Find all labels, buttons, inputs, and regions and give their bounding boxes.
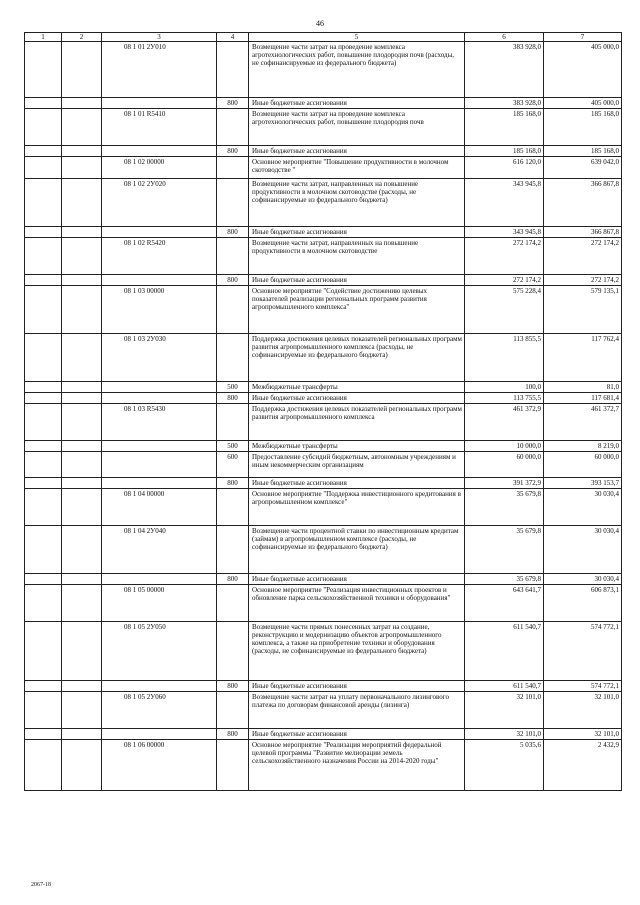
amount-col-7: 393 153,7 [544,478,622,489]
item-name: Поддержка достижения целевых показателей региональных программ развития агропромышленного комплекса (расходы, не софинансируемые из федерального бюджета) [249,334,465,382]
table-row [25,109,622,146]
item-name: Иные бюджетные ассигнования [249,478,465,489]
amount-col-7: 117 681,4 [544,393,622,404]
cell-col-2 [62,146,102,157]
target-article-code: 08 1 05 2У050 [102,622,217,681]
item-name: Возмещение части прямых понесенных затрат на создание, реконструкцию и модернизацию объектов агропромышленного комплекса, а также на приобретение техники и оборудования (расходы, не софинансируемые из федерального бюджета) [249,622,465,681]
cell-col-2 [62,238,102,275]
item-name: Возмещение части затрат на проведение комплекса агротехнологических работ, повышение плодородия почв (расходы, не софинансируемые из федерального бюджета) [249,42,465,98]
table-row [25,692,622,729]
cell-col-1 [25,157,62,179]
table-row [25,98,622,109]
cell-col-2 [62,404,102,441]
amount-col-7: 574 772,1 [544,681,622,692]
cell-col-2 [62,441,102,452]
expense-type-code: 800 [217,574,249,585]
expense-type-code [217,692,249,729]
header-col-1: 1 [25,33,62,42]
expense-type-code: 800 [217,275,249,286]
amount-col-7: 366 867,8 [544,227,622,238]
amount-col-6: 10 000,0 [465,441,544,452]
expense-type-code: 600 [217,452,249,478]
page-number: 46 [316,19,324,28]
expense-type-code [217,622,249,681]
amount-col-6: 272 174,2 [465,275,544,286]
amount-col-7: 272 174,2 [544,275,622,286]
cell-col-1 [25,404,62,441]
item-name: Иные бюджетные ассигнования [249,574,465,585]
target-article-code: 08 1 03 00000 [102,286,217,334]
target-article-code [102,98,217,109]
amount-col-6: 391 372,9 [465,478,544,489]
expense-type-code [217,740,249,791]
amount-col-6: 343 945,8 [465,179,544,227]
cell-col-2 [62,622,102,681]
expense-type-code: 800 [217,478,249,489]
table-row [25,238,622,275]
item-name: Иные бюджетные ассигнования [249,98,465,109]
amount-col-7: 30 030,4 [544,574,622,585]
amount-col-6: 185 168,0 [465,146,544,157]
amount-col-6: 35 679,8 [465,574,544,585]
table-row [25,478,622,489]
amount-col-7: 606 873,1 [544,585,622,622]
target-article-code [102,146,217,157]
cell-col-2 [62,157,102,179]
target-article-code [102,681,217,692]
item-name: Основное мероприятие "Реализация мероприятий федеральной целевой программы "Развитие мелиорации земель сельскохозяйственного назначения России на 2014-2020 годы" [249,740,465,791]
amount-col-6: 643 641,7 [465,585,544,622]
table-row [25,452,622,478]
item-name: Иные бюджетные ассигнования [249,681,465,692]
item-name: Предоставление субсидий бюджетным, автономным учреждениям и иным некоммерческим организациям [249,452,465,478]
amount-col-6: 35 679,8 [465,489,544,526]
expense-type-code: 800 [217,98,249,109]
amount-col-6: 611 540,7 [465,622,544,681]
cell-col-1 [25,681,62,692]
target-article-code [102,574,217,585]
header-col-2: 2 [62,33,102,42]
table-row [25,275,622,286]
amount-col-6: 5 035,6 [465,740,544,791]
cell-col-1 [25,740,62,791]
amount-col-7: 30 030,4 [544,526,622,574]
cell-col-2 [62,478,102,489]
target-article-code: 08 1 06 00000 [102,740,217,791]
cell-col-2 [62,681,102,692]
cell-col-1 [25,146,62,157]
amount-col-7: 117 762,4 [544,334,622,382]
item-name: Иные бюджетные ассигнования [249,393,465,404]
cell-col-2 [62,452,102,478]
amount-col-6: 185 168,0 [465,109,544,146]
target-article-code: 08 1 04 2У040 [102,526,217,574]
item-name: Возмещение части процентной ставки по инвестиционным кредитам (займам) в агропромышленном комплексе (расходы, не софинансируемые из федерального бюджета) [249,526,465,574]
item-name: Иные бюджетные ассигнования [249,146,465,157]
amount-col-7: 8 219,0 [544,441,622,452]
cell-col-1 [25,526,62,574]
header-col-3: 3 [102,33,217,42]
table-row [25,393,622,404]
amount-col-6: 35 679,8 [465,526,544,574]
item-name: Межбюджетные трансферты [249,441,465,452]
expense-type-code: 800 [217,729,249,740]
table-row [25,179,622,227]
table-row [25,526,622,574]
amount-col-7: 579 135,1 [544,286,622,334]
target-article-code [102,275,217,286]
cell-col-1 [25,489,62,526]
table-row [25,585,622,622]
target-article-code [102,441,217,452]
table-row [25,729,622,740]
amount-col-7: 32 101,0 [544,692,622,729]
cell-col-2 [62,275,102,286]
cell-col-1 [25,585,62,622]
amount-col-7: 81,0 [544,382,622,393]
cell-col-1 [25,286,62,334]
header-row [25,33,622,42]
expense-type-code [217,585,249,622]
amount-col-7: 574 772,1 [544,622,622,681]
item-name: Основное мероприятие "Поддержка инвестиционного кредитования в агропромышленном комплексе" [249,489,465,526]
cell-col-1 [25,179,62,227]
amount-col-6: 611 540,7 [465,681,544,692]
cell-col-1 [25,109,62,146]
amount-col-6: 32 101,0 [465,692,544,729]
table-row [25,441,622,452]
expense-type-code [217,157,249,179]
cell-col-1 [25,275,62,286]
table-row [25,489,622,526]
expense-type-code: 800 [217,393,249,404]
item-name: Возмещение части затрат на уплату первоначального лизингового платежа по договорам финансовой аренды (лизинга) [249,692,465,729]
table-row [25,334,622,382]
table-row [25,574,622,585]
amount-col-6: 343 945,8 [465,227,544,238]
amount-col-7: 60 000,0 [544,452,622,478]
table-row [25,227,622,238]
expense-type-code [217,334,249,382]
cell-col-1 [25,574,62,585]
item-name: Возмещение части затрат, направленных на повышение продуктивности в молочном скотоводстве (расходы, не софинансируемые из федерального бюджета) [249,179,465,227]
amount-col-6: 113 855,5 [465,334,544,382]
amount-col-7: 30 030,4 [544,489,622,526]
cell-col-1 [25,692,62,729]
cell-col-2 [62,692,102,729]
cell-col-1 [25,622,62,681]
cell-col-2 [62,179,102,227]
target-article-code: 08 1 04 00000 [102,489,217,526]
table-row [25,681,622,692]
expense-type-code [217,489,249,526]
header-col-7: 7 [544,33,622,42]
amount-col-6: 60 000,0 [465,452,544,478]
item-name: Иные бюджетные ассигнования [249,227,465,238]
cell-col-1 [25,42,62,98]
expense-type-code: 800 [217,146,249,157]
cell-col-2 [62,334,102,382]
cell-col-1 [25,98,62,109]
cell-col-2 [62,393,102,404]
cell-col-1 [25,441,62,452]
amount-col-6: 272 174,2 [465,238,544,275]
cell-col-2 [62,42,102,98]
cell-col-2 [62,286,102,334]
item-name: Основное мероприятие "Повышение продуктивности в молочном скотоводстве " [249,157,465,179]
target-article-code: 08 1 02 R5420 [102,238,217,275]
cell-col-2 [62,98,102,109]
amount-col-6: 616 120,0 [465,157,544,179]
budget-table [24,32,622,791]
expense-type-code: 500 [217,441,249,452]
cell-col-2 [62,585,102,622]
cell-col-1 [25,382,62,393]
table-row [25,146,622,157]
amount-col-7: 185 168,0 [544,109,622,146]
cell-col-1 [25,238,62,275]
amount-col-7: 2 432,9 [544,740,622,791]
amount-col-7: 32 101,0 [544,729,622,740]
item-name: Иные бюджетные ассигнования [249,729,465,740]
amount-col-7: 366 867,8 [544,179,622,227]
table-row [25,286,622,334]
item-name: Основное мероприятие "Содействие достижению целевых показателей реализации региональных программ развития агропромышленного комплекса" [249,286,465,334]
amount-col-6: 32 101,0 [465,729,544,740]
cell-col-2 [62,574,102,585]
cell-col-2 [62,729,102,740]
target-article-code: 08 1 01 R5410 [102,109,217,146]
target-article-code: 08 1 05 00000 [102,585,217,622]
amount-col-7: 405 000,0 [544,98,622,109]
expense-type-code [217,526,249,574]
document-footer-code: 2067-18 [31,882,51,888]
amount-col-6: 113 755,5 [465,393,544,404]
expense-type-code [217,286,249,334]
cell-col-1 [25,478,62,489]
cell-col-2 [62,227,102,238]
expense-type-code [217,238,249,275]
amount-col-6: 461 372,9 [465,404,544,441]
budget-table-wrapper [24,32,621,791]
target-article-code: 08 1 01 2У010 [102,42,217,98]
item-name: Возмещение части затрат, направленных на повышение продуктивности в молочном скотоводстве [249,238,465,275]
amount-col-6: 100,0 [465,382,544,393]
cell-col-1 [25,729,62,740]
cell-col-1 [25,393,62,404]
table-row [25,622,622,681]
amount-col-7: 405 000,0 [544,42,622,98]
item-name: Поддержка достижения целевых показателей региональных программ развития агропромышленного комплекса [249,404,465,441]
target-article-code [102,382,217,393]
header-col-4: 4 [217,33,249,42]
target-article-code: 08 1 03 2У030 [102,334,217,382]
cell-col-2 [62,109,102,146]
cell-col-2 [62,526,102,574]
expense-type-code [217,404,249,441]
cell-col-1 [25,227,62,238]
amount-col-6: 383 928,0 [465,98,544,109]
amount-col-7: 639 042,0 [544,157,622,179]
target-article-code: 08 1 03 R5430 [102,404,217,441]
table-row [25,42,622,98]
table-row [25,382,622,393]
table-row [25,157,622,179]
cell-col-1 [25,334,62,382]
header-col-5: 5 [249,33,465,42]
cell-col-2 [62,489,102,526]
target-article-code [102,227,217,238]
target-article-code: 08 1 05 2У060 [102,692,217,729]
expense-type-code [217,179,249,227]
header-col-6: 6 [465,33,544,42]
table-row [25,740,622,791]
amount-col-6: 575 228,4 [465,286,544,334]
amount-col-7: 272 174,2 [544,238,622,275]
item-name: Возмещение части затрат на проведение комплекса агротехнологических работ, повышение плодородия почв [249,109,465,146]
target-article-code: 08 1 02 00000 [102,157,217,179]
amount-col-7: 461 372,7 [544,404,622,441]
item-name: Основное мероприятие "Реализация инвестиционных проектов и обновление парка сельскохозяйственной техники и оборудования" [249,585,465,622]
cell-col-2 [62,382,102,393]
item-name: Иные бюджетные ассигнования [249,275,465,286]
target-article-code [102,393,217,404]
item-name: Межбюджетные трансферты [249,382,465,393]
target-article-code [102,452,217,478]
cell-col-1 [25,452,62,478]
expense-type-code: 500 [217,382,249,393]
target-article-code [102,478,217,489]
expense-type-code: 800 [217,227,249,238]
amount-col-7: 185 168,0 [544,146,622,157]
table-row [25,404,622,441]
expense-type-code: 800 [217,681,249,692]
expense-type-code [217,109,249,146]
target-article-code: 08 1 02 2У020 [102,179,217,227]
target-article-code [102,729,217,740]
amount-col-6: 383 928,0 [465,42,544,98]
expense-type-code [217,42,249,98]
cell-col-2 [62,740,102,791]
